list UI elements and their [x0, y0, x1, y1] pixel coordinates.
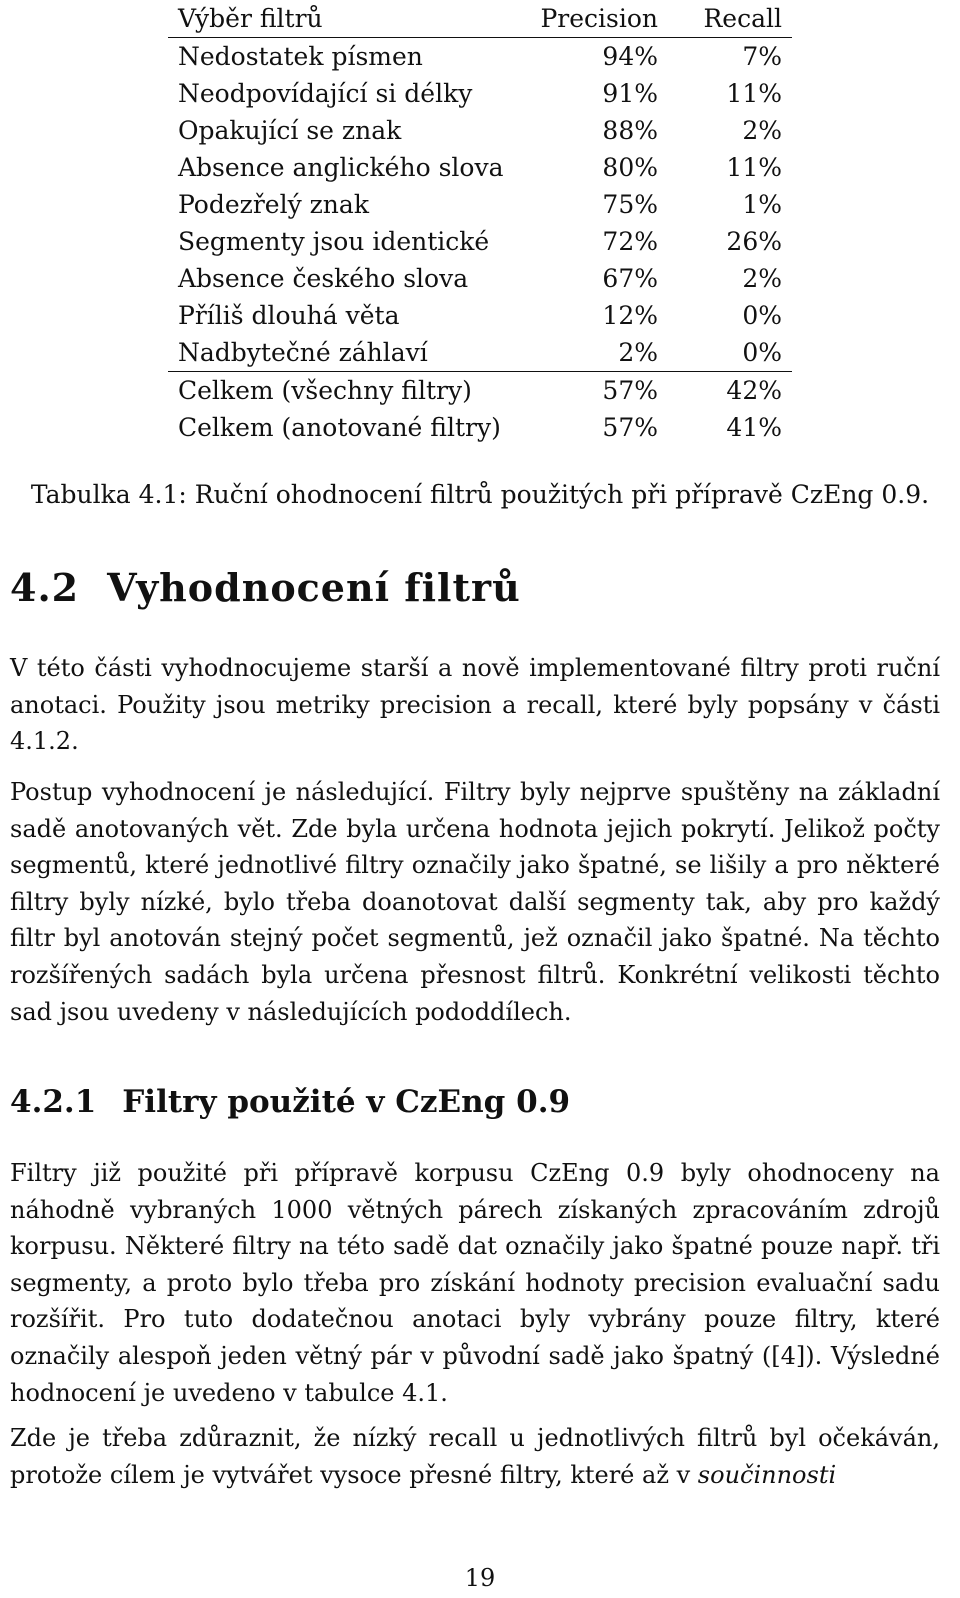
precision-value: 75%	[602, 190, 658, 219]
subsection-title: Filtry použité v CzEng 0.9	[122, 1084, 571, 1120]
paragraph-text: Zde je třeba zdůraznit, že nízký recall u jednotlivých filtrů byl očekáván, protože cílem je vytvářet vysoce přesné filtry, které až v	[10, 1424, 940, 1489]
results-table-wrapper	[168, 0, 792, 446]
table-row	[168, 112, 792, 149]
recall-value: 11%	[726, 153, 782, 182]
table-body	[168, 38, 792, 447]
table-row	[168, 297, 792, 334]
precision-value: 72%	[602, 227, 658, 256]
filter-name: Příliš dlouhá věta	[178, 301, 400, 330]
table-row	[168, 149, 792, 186]
header-filter-selection: Výběr filtrů	[168, 0, 518, 38]
precision-value: 88%	[602, 116, 658, 145]
precision-value: 94%	[602, 42, 658, 71]
section-paragraph: V této části vyhodnocujeme starší a nově implementované filtry proti ruční anotaci. Použity jsou metriky precision a recall, které byly popsány v části 4.1.2.	[10, 654, 940, 756]
filter-name: Absence anglického slova	[178, 153, 504, 182]
filter-name: Opakující se znak	[178, 116, 402, 145]
section-title: Vyhodnocení filtrů	[107, 565, 521, 610]
filter-name: Absence českého slova	[178, 264, 469, 293]
filter-name: Podezřelý znak	[178, 190, 369, 219]
section-paragraph: Postup vyhodnocení je následující. Filtry byly nejprve spuštěny na základní sadě anotovaných vět. Zde byla určena hodnota jejich pokrytí. Jelikož počty segmentů, které jednotlivé filtry označily jako špatné, se lišily a pro některé filtry byly nízké, bylo třeba doanotovat další segmenty tak, aby pro každý filtr byl anotován stejný počet segmentů, jež označil jako špatné. Na těchto rozšířených sadách byla určena přesnost filtrů. Konkrétní velikosti těchto sad jsou uvedeny v následujících pododdílech.	[10, 778, 940, 1026]
section-number: 4.2	[10, 565, 80, 610]
total-row-annotated-filters	[168, 409, 792, 446]
table-caption: Tabulka 4.1: Ruční ohodnocení filtrů použitých při přípravě CzEng 0.9.	[30, 480, 930, 509]
filter-name: Neodpovídající si délky	[178, 79, 473, 108]
recall-value: 7%	[742, 42, 782, 71]
subsection-number: 4.2.1	[10, 1084, 97, 1120]
header-recall: Recall	[668, 0, 792, 38]
recall-value: 0%	[742, 338, 782, 367]
recall-value: 0%	[742, 301, 782, 330]
total-name: Celkem (anotované filtry)	[178, 413, 501, 442]
recall-value: 11%	[726, 79, 782, 108]
table-row	[168, 38, 792, 76]
table-row	[168, 75, 792, 112]
precision-value: 80%	[602, 153, 658, 182]
recall-value: 1%	[742, 190, 782, 219]
table-row	[168, 223, 792, 260]
total-precision: 57%	[518, 372, 668, 410]
total-row-all-filters	[168, 372, 792, 410]
table-row	[168, 334, 792, 372]
header-precision: Precision	[518, 0, 668, 38]
table-header-row	[168, 0, 792, 38]
recall-value: 2%	[742, 116, 782, 145]
filter-results-table	[168, 0, 792, 446]
subsection-heading	[10, 1084, 570, 1120]
precision-value: 91%	[602, 79, 658, 108]
filter-name: Nedostatek písmen	[178, 42, 423, 71]
precision-value: 2%	[618, 338, 658, 367]
emphasized-word: součinnosti	[697, 1460, 837, 1489]
table-row	[168, 186, 792, 223]
precision-value: 12%	[602, 301, 658, 330]
subsection-paragraph: Filtry již použité při přípravě korpusu CzEng 0.9 byly ohodnoceny na náhodně vybraných 1000 větných párech získaných zpracováním zdrojů korpusu. Některé filtry na této sadě dat označily jako špatné pouze např. tři segmenty, a proto bylo třeba pro získání hodnoty precision evaluační sadu rozšířit. Pro tuto dodatečnou anotaci byly vybrány pouze filtry, které označily alespoň jeden větný pár v původní sadě jako špatný ([4]). Výsledné hodnocení je uvedeno v tabulce 4.1.	[10, 1159, 940, 1407]
recall-value: 26%	[726, 227, 782, 256]
total-recall: 41%	[726, 413, 782, 442]
section-heading	[10, 565, 521, 610]
total-precision: 57%	[602, 413, 658, 442]
filter-name: Nadbytečné záhlaví	[178, 338, 428, 367]
page-number: 19	[464, 1564, 496, 1592]
precision-value: 67%	[602, 264, 658, 293]
subsection-paragraph-2	[10, 1420, 940, 1493]
total-recall: 42%	[668, 372, 792, 410]
filter-name: Segmenty jsou identické	[178, 227, 490, 256]
total-name: Celkem (všechny filtry)	[168, 372, 518, 410]
table-row	[168, 260, 792, 297]
recall-value: 2%	[742, 264, 782, 293]
